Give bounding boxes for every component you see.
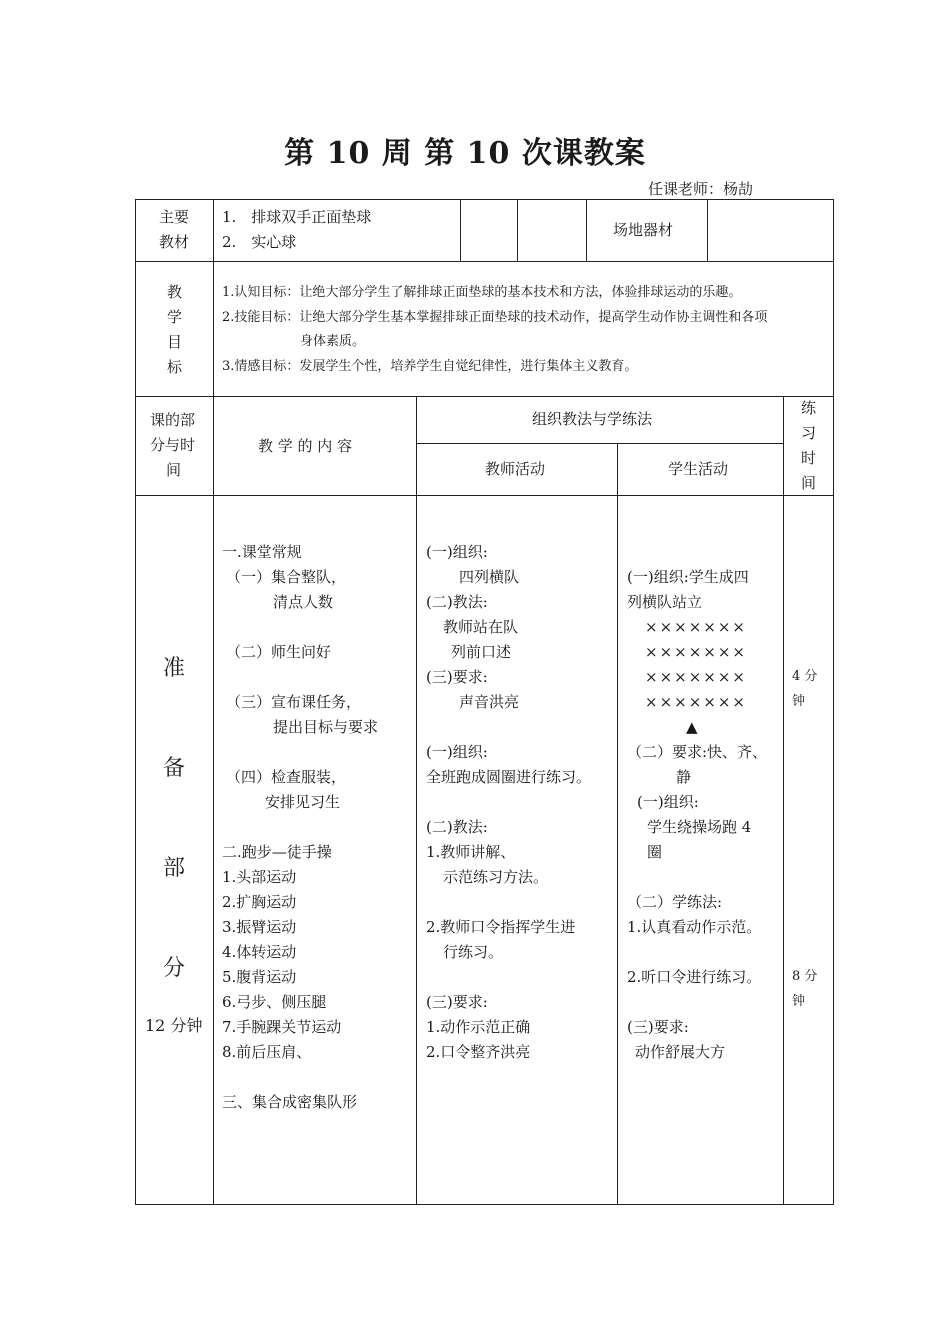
teacher-line: (三)要求: bbox=[426, 668, 488, 686]
formation-row: ××××××× bbox=[645, 618, 747, 636]
teacher-line: 全班跑成圆圈进行练习。 bbox=[426, 768, 592, 786]
teacher-line: 1.教师讲解、 bbox=[426, 843, 516, 861]
table-col-time bbox=[783, 396, 784, 1205]
table-col-r1d bbox=[707, 199, 708, 261]
teacher-line: 列前口述 bbox=[451, 643, 512, 661]
teacher-line: (一)组织: bbox=[426, 543, 488, 561]
table-col-label bbox=[213, 199, 214, 1205]
content-line: 清点人数 bbox=[273, 593, 334, 611]
goal-skill: 2.技能目标：让绝大部分学生基本掌握排球正面垫球的技术动作，提高学生动作协主调性和各项 bbox=[222, 310, 768, 325]
content-line: 7.手腕踝关节运动 bbox=[222, 1018, 342, 1036]
student-line: （二）要求:快、齐、 bbox=[627, 743, 768, 761]
table-line-row3 bbox=[135, 495, 834, 496]
part-char: 备 bbox=[163, 756, 186, 781]
teacher-line: 示范练习方法。 bbox=[443, 868, 549, 886]
time-value: 4 分 bbox=[792, 669, 818, 684]
materials-label-1: 主要 bbox=[159, 208, 190, 226]
goals-label-char: 标 bbox=[167, 358, 183, 376]
table-line-method bbox=[417, 443, 784, 444]
table-line-row1 bbox=[135, 261, 834, 262]
table-col-r1a bbox=[460, 199, 461, 261]
teacher-line: (二)教法: bbox=[426, 593, 488, 611]
goal-emotional: 3.情感目标：发展学生个性，培养学生自觉纪律性，进行集体主义教育。 bbox=[222, 359, 638, 374]
teacher-line: (一)组织: bbox=[426, 743, 488, 761]
content-line: 6.弓步、侧压腿 bbox=[222, 993, 327, 1011]
teacher-line: (二)教法: bbox=[426, 818, 488, 836]
table-border-top bbox=[135, 199, 834, 200]
table-col-r1b bbox=[517, 199, 518, 261]
content-line: 1.头部运动 bbox=[222, 868, 297, 886]
content-line: 三、集合成密集队形 bbox=[222, 1093, 358, 1111]
content-line: 3.振臂运动 bbox=[222, 918, 297, 936]
time-value: 钟 bbox=[792, 694, 806, 709]
content-line: 8.前后压肩、 bbox=[222, 1043, 312, 1061]
student-line: 1.认真看动作示范。 bbox=[627, 918, 762, 936]
part-duration: 12 分钟 bbox=[145, 1016, 203, 1035]
student-line: 列横队站立 bbox=[627, 593, 703, 611]
goal-cognitive: 1.认知目标：让绝大部分学生了解排球正面垫球的基本技术和方法，体验排球运动的乐趣。 bbox=[222, 285, 742, 300]
table-col-content bbox=[416, 396, 417, 1205]
teacher-line: 2.教师口令指挥学生进 bbox=[426, 918, 576, 936]
material-item: 2. 实心球 bbox=[222, 233, 297, 251]
time-value: 8 分 bbox=[792, 969, 818, 984]
content-line: 2.扩胸运动 bbox=[222, 893, 297, 911]
part-header-line: 间 bbox=[166, 461, 182, 479]
goals-label-char: 目 bbox=[167, 333, 183, 351]
content-line: 二.跑步—徒手操 bbox=[222, 843, 332, 861]
student-line: 学生绕操场跑 4 bbox=[647, 818, 752, 836]
part-char: 分 bbox=[163, 956, 186, 981]
teacher-line: 教师站在队 bbox=[443, 618, 519, 636]
table-border-left bbox=[135, 199, 136, 1205]
table-col-r1c bbox=[586, 199, 587, 261]
content-line: （四）检查服装， bbox=[226, 768, 347, 786]
teacher-line: 行练习。 bbox=[443, 943, 504, 961]
method-header: 组织教法与学练法 bbox=[532, 410, 653, 428]
teacher-name: 任课老师：杨劼 bbox=[648, 180, 754, 198]
time-header-char: 间 bbox=[801, 474, 817, 492]
time-header-char: 练 bbox=[801, 399, 817, 417]
student-activity-header: 学生活动 bbox=[668, 460, 729, 478]
teacher-line: 四列横队 bbox=[459, 568, 520, 586]
time-value: 钟 bbox=[792, 994, 806, 1009]
part-header-line: 分与时 bbox=[150, 436, 196, 454]
part-header-line: 课的部 bbox=[150, 411, 196, 429]
formation-row: ××××××× bbox=[645, 643, 747, 661]
content-line: 安排见习生 bbox=[265, 793, 341, 811]
goals-label-char: 教 bbox=[167, 283, 183, 301]
student-line: 2.听口令进行练习。 bbox=[627, 968, 762, 986]
content-line: （三）宣布课任务， bbox=[226, 693, 362, 711]
formation-row: ××××××× bbox=[645, 693, 747, 711]
student-line: 圈 bbox=[647, 843, 663, 861]
time-header-char: 时 bbox=[801, 449, 817, 467]
content-line: 提出目标与要求 bbox=[273, 718, 379, 736]
student-line: 动作舒展大方 bbox=[635, 1043, 726, 1061]
table-line-row2 bbox=[135, 396, 834, 397]
goals-label-char: 学 bbox=[167, 308, 183, 326]
time-header-char: 习 bbox=[801, 424, 817, 442]
student-line: (一)组织:学生成四 bbox=[627, 568, 749, 586]
part-char: 准 bbox=[163, 656, 186, 681]
student-line: 静 bbox=[676, 768, 692, 786]
content-line: 4.体转运动 bbox=[222, 943, 297, 961]
teacher-position-marker: ▲ bbox=[686, 718, 698, 736]
teacher-activity-header: 教师活动 bbox=[485, 460, 546, 478]
student-line: (一)组织: bbox=[637, 793, 699, 811]
table-col-teacher bbox=[617, 443, 618, 1205]
formation-row: ××××××× bbox=[645, 668, 747, 686]
teacher-line: (三)要求: bbox=[426, 993, 488, 1011]
venue-equipment-label: 场地器材 bbox=[613, 221, 674, 239]
content-line: （二）师生问好 bbox=[226, 643, 332, 661]
teacher-line: 声音洪亮 bbox=[459, 693, 520, 711]
teacher-line: 2.口令整齐洪亮 bbox=[426, 1043, 531, 1061]
table-border-right bbox=[833, 199, 834, 1205]
student-line: （二）学练法: bbox=[627, 893, 723, 911]
materials-label-2: 教材 bbox=[159, 233, 190, 251]
content-line: （一）集合整队， bbox=[226, 568, 347, 586]
content-header: 教 学 的 内 容 bbox=[258, 437, 353, 455]
material-item: 1. 排球双手正面垫球 bbox=[222, 208, 372, 226]
part-char: 部 bbox=[163, 856, 186, 881]
table-border-bottom bbox=[135, 1204, 834, 1205]
content-line: 5.腹背运动 bbox=[222, 968, 297, 986]
student-line: (三)要求: bbox=[627, 1018, 689, 1036]
teacher-line: 1.动作示范正确 bbox=[426, 1018, 531, 1036]
goal-skill-cont: 身体素质。 bbox=[300, 334, 366, 349]
page-title: 第 10 周 第 10 次课教案 bbox=[284, 136, 646, 171]
content-line: 一.课堂常规 bbox=[222, 543, 302, 561]
